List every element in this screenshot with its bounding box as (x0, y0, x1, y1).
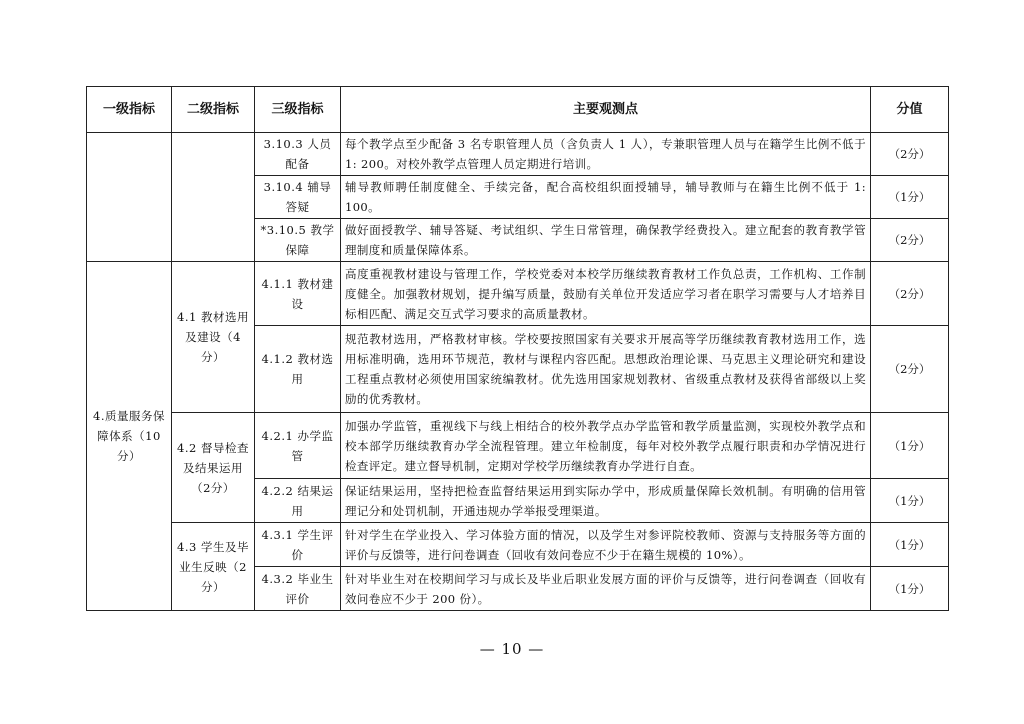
observation-cell: 每个教学点至少配备 3 名专职管理人员（含负责人 1 人），专兼职管理人员与在籍学生比例不低于 1: 200。对校外教学点管理人员定期进行培训。 (341, 133, 871, 176)
table-row (87, 413, 949, 479)
score-cell: （2分） (871, 219, 949, 262)
header-level1: 一级指标 (87, 87, 172, 133)
level3-cell: 4.3.2 毕业生评价 (255, 567, 341, 611)
observation-cell: 规范教材选用，严格教材审核。学校要按照国家有关要求开展高等学历继续教育教材选用工作，选用标准明确，选用环节规范，教材与课程内容匹配。思想政治理论课、马克思主义理论研究和建设工程重点教材必须使用国家统编教材。优先选用国家规划教材、省级重点教材及获得省部级以上奖励的优秀教材。 (341, 326, 871, 413)
observation-cell: 做好面授教学、辅导答疑、考试组织、学生日常管理，确保教学经费投入。建立配套的教育教学管理制度和质量保障体系。 (341, 219, 871, 262)
level1-cell: 4.质量服务保障体系（10分） (87, 262, 172, 611)
observation-cell: 针对学生在学业投入、学习体验方面的情况，以及学生对参评院校教师、资源与支持服务等方面的评价与反馈等，进行问卷调查（回收有效问卷应不少于在籍生规模的 10%）。 (341, 523, 871, 567)
observation-cell: 针对毕业生对在校期间学习与成长及毕业后职业发展方面的评价与反馈等，进行问卷调查（回收有效问卷应不少于 200 份）。 (341, 567, 871, 611)
observation-cell: 高度重视教材建设与管理工作，学校党委对本校学历继续教育教材工作负总责，工作机构、工作制度健全。加强教材规划，提升编写质量，鼓励有关单位开发适应学习者在职学习需要与人才培养目标相匹配、满足交互式学习要求的高质量教材。 (341, 262, 871, 326)
level3-cell: 4.1.2 教材选用 (255, 326, 341, 413)
table-row (87, 133, 949, 176)
score-cell: （2分） (871, 326, 949, 413)
header-level2: 二级指标 (172, 87, 255, 133)
table-header-row (87, 87, 949, 133)
level3-cell: 4.2.1 办学监管 (255, 413, 341, 479)
level3-cell: 4.1.1 教材建设 (255, 262, 341, 326)
level3-cell: 4.2.2 结果运用 (255, 479, 341, 523)
level2-cell: 4.1 教材选用及建设（4分） (172, 262, 255, 413)
level1-cell-empty (87, 133, 172, 262)
score-cell: （1分） (871, 413, 949, 479)
evaluation-table (86, 86, 949, 611)
level3-cell: 3.10.4 辅导答疑 (255, 176, 341, 219)
header-score: 分值 (871, 87, 949, 133)
level3-cell: 4.3.1 学生评价 (255, 523, 341, 567)
score-cell: （1分） (871, 479, 949, 523)
level3-cell: *3.10.5 教学保障 (255, 219, 341, 262)
header-observation: 主要观测点 (341, 87, 871, 133)
score-cell: （2分） (871, 262, 949, 326)
header-level3: 三级指标 (255, 87, 341, 133)
observation-cell: 保证结果运用，坚持把检查监督结果运用到实际办学中，形成质量保障长效机制。有明确的信用管理记分和处罚机制，开通违规办学举报受理渠道。 (341, 479, 871, 523)
level3-cell: 3.10.3 人员配备 (255, 133, 341, 176)
page-number: — 10 — (479, 640, 545, 658)
observation-cell: 加强办学监管，重视线下与线上相结合的校外教学点办学监管和教学质量监测，实现校外教学点和校本部学历继续教育办学全流程管理。建立年检制度，每年对校外教学点履行职责和办学情况进行检查评定。建立督导机制，定期对学校学历继续教育办学进行自查。 (341, 413, 871, 479)
score-cell: （1分） (871, 176, 949, 219)
score-cell: （2分） (871, 133, 949, 176)
level2-cell: 4.2 督导检查及结果运用（2分） (172, 413, 255, 523)
score-cell: （1分） (871, 523, 949, 567)
observation-cell: 辅导教师聘任制度健全、手续完备，配合高校组织面授辅导，辅导教师与在籍生比例不低于 1: 100。 (341, 176, 871, 219)
score-cell: （1分） (871, 567, 949, 611)
table-row (87, 262, 949, 326)
table-row (87, 523, 949, 567)
level2-cell: 4.3 学生及毕业生反映（2分） (172, 523, 255, 611)
level2-cell-empty (172, 133, 255, 262)
